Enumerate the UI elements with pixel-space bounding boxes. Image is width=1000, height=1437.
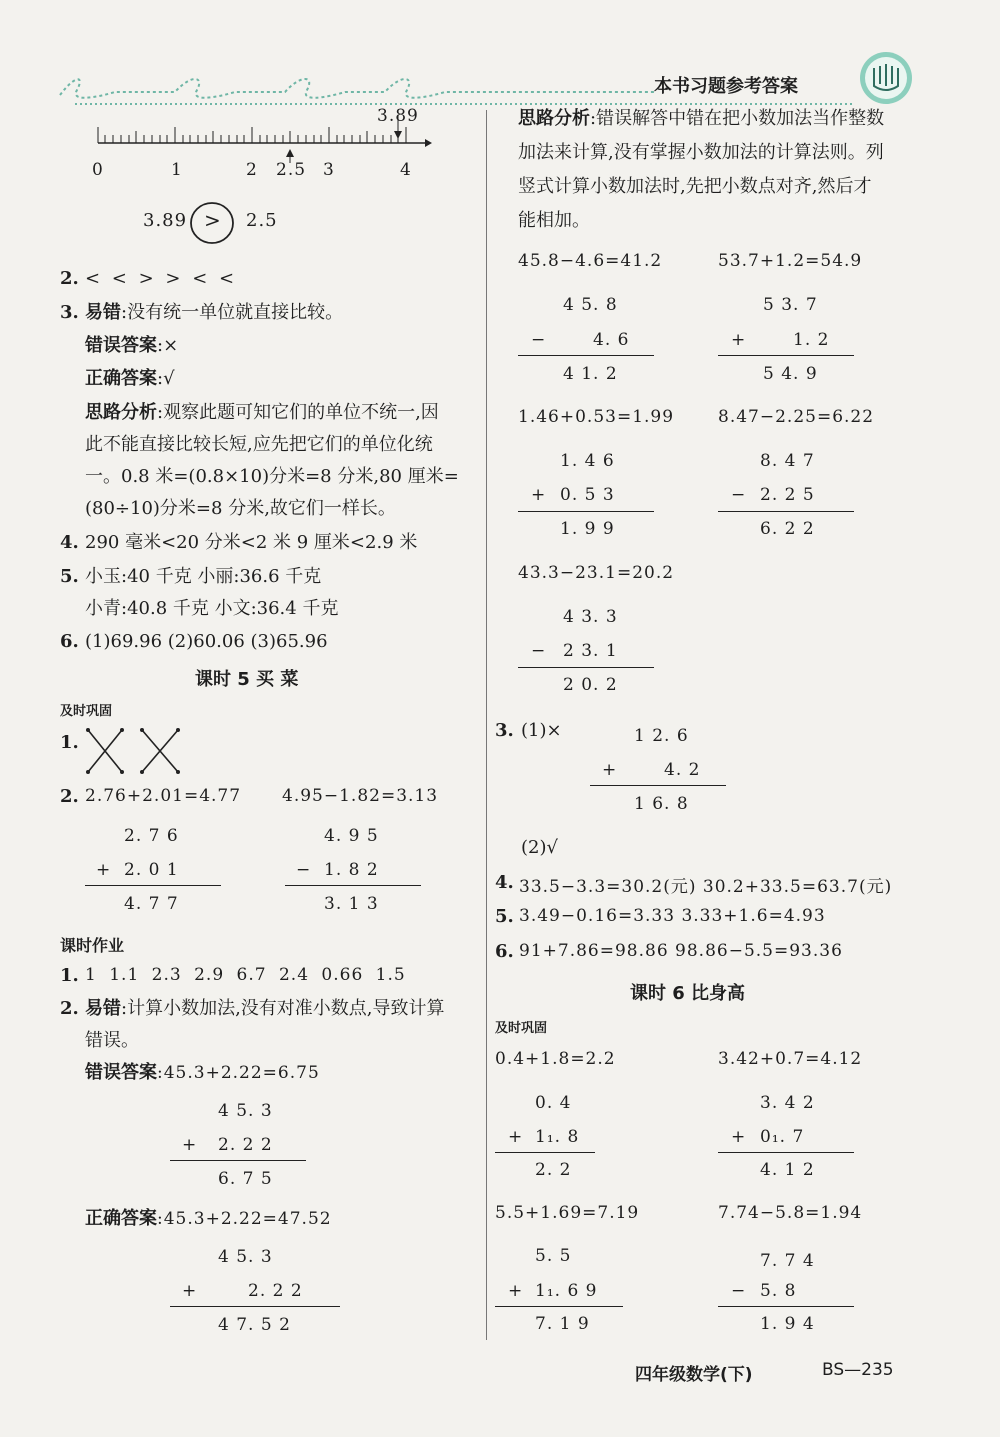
calc-row2: 2. 2 5 (760, 485, 815, 505)
q5-number: 5. (60, 566, 79, 587)
q3-error-text: :没有统一单位就直接比较。 (121, 302, 344, 323)
calc-result: 1. 9 4 (760, 1314, 815, 1334)
q4-answer: 290 毫米<20 分米<2 米 9 厘米<2.9 米 (85, 532, 418, 553)
calc-row2: 0₁. 7 (760, 1127, 805, 1147)
calc-row2: 2. 0 1 (124, 860, 179, 880)
calc-row2: 2. 2 2 (218, 1135, 273, 1155)
q3-analysis-line2: 此不能直接比较长短,应先把它们的单位化统 (85, 434, 433, 455)
lesson6-title: 课时 6 比身高 (630, 983, 746, 1004)
calc-row2: 4. 6 (593, 330, 630, 350)
lesson6-review-label: 及时巩固 (495, 1021, 548, 1036)
calc-row1: 3. 4 2 (760, 1093, 815, 1113)
eq-j: 7.74−5.8=1.94 (718, 1203, 863, 1223)
right-q5-answer: 3.49−0.16=3.33 3.33+1.6=4.93 (519, 906, 826, 926)
l5-q2-eq2: 4.95−1.82=3.13 (282, 786, 439, 806)
header-title: 本书习题参考答案 (654, 76, 798, 97)
calc-rule (170, 1306, 340, 1307)
hw-q2-error-text1: :计算小数加法,没有对准小数点,导致计算 (121, 998, 445, 1019)
eq-a: 45.8−4.6=41.2 (518, 251, 663, 271)
calc-row1: 7. 7 4 (760, 1251, 815, 1271)
eq-d: 8.47−2.25=6.22 (718, 407, 875, 427)
right-analysis-line3: 竖式计算小数加法时,先把小数点对齐,然后才 (518, 176, 872, 197)
lesson5-title: 课时 5 买 菜 (195, 669, 299, 690)
compare-left: 3.89 (143, 210, 188, 231)
q3-wrong-label: 错误答案 (85, 335, 157, 356)
q3-analysis-label: 思路分析 (85, 402, 157, 423)
calc-operator: − (531, 641, 547, 661)
header-wave-icon (55, 70, 945, 110)
calc-row1: 1 2. 6 (634, 726, 689, 746)
right-q6-answer: 91+7.86=98.86 98.86−5.5=93.36 (519, 941, 843, 961)
calc-operator: + (182, 1135, 198, 1155)
right-analysis-line1: :错误解答中错在把小数加法当作整数 (590, 108, 885, 129)
hw-q2-error-label: 易错 (85, 998, 121, 1019)
q3-right-label: 正确答案 (85, 368, 157, 389)
column-divider (486, 110, 487, 1340)
homework-label: 课时作业 (60, 936, 125, 955)
hw-q2-wrong-eq: :45.3+2.22=6.75 (157, 1063, 320, 1083)
right-analysis-label: 思路分析 (518, 108, 590, 129)
right-q4-number: 4. (495, 872, 514, 893)
calc-row2: 4. 2 (664, 760, 701, 780)
calc-operator: + (508, 1281, 524, 1301)
right-q4-answer: 33.5−3.3=30.2(元) 30.2+33.5=63.7(元) (519, 877, 893, 897)
calc-rule (718, 1152, 854, 1153)
calc-result: 2 0. 2 (563, 675, 618, 695)
calc-operator: − (731, 485, 747, 505)
calc-operator: + (508, 1127, 524, 1147)
calc-row2: 1. 8 2 (324, 860, 379, 880)
calc-result: 2. 2 (535, 1160, 572, 1180)
calc-operator: + (531, 485, 547, 505)
tick-label-1: 1 (171, 160, 183, 180)
q2-answer: < < > > < < (85, 268, 235, 289)
calc-row1: 4 5. 8 (563, 295, 618, 315)
calc-result: 3. 1 3 (324, 894, 379, 914)
calc-rule (718, 1306, 854, 1307)
hw-q2-wrong-label: 错误答案 (85, 1062, 157, 1083)
q3-number: 3. (60, 302, 79, 323)
hw-q2-right-label: 正确答案 (85, 1208, 157, 1229)
lesson5-review-label: 及时巩固 (60, 704, 113, 719)
calc-row2: 5. 8 (760, 1281, 797, 1301)
tick-label-2-5: 2.5 (276, 160, 307, 180)
eq-e: 43.3−23.1=20.2 (518, 563, 675, 583)
hw-q1-number: 1. (60, 965, 79, 986)
q4-number: 4. (60, 532, 79, 553)
calc-row1: 0. 4 (535, 1093, 572, 1113)
calc-row1: 1. 4 6 (560, 451, 615, 471)
calc-rule (718, 355, 854, 356)
tick-label-3: 3 (323, 160, 335, 180)
calc-rule (495, 1306, 623, 1307)
calc-rule (718, 511, 854, 512)
tick-label-2: 2 (246, 160, 258, 180)
calc-rule (590, 785, 726, 786)
hw-q2-number: 2. (60, 998, 79, 1019)
calc-operator: + (731, 330, 747, 350)
eq-g: 0.4+1.8=2.2 (495, 1049, 616, 1069)
calc-row1: 4 5. 3 (218, 1101, 273, 1121)
q3-right-text: :√ (157, 368, 175, 389)
calc-result: 4 7. 5 2 (218, 1315, 291, 1335)
q2-number: 2. (60, 268, 79, 289)
right-q6-number: 6. (495, 941, 514, 962)
q3-error-label: 易错 (85, 302, 121, 323)
calc-result: 4. 7 7 (124, 894, 179, 914)
calc-operator: + (182, 1281, 198, 1301)
compare-sign: > (204, 208, 221, 232)
right-analysis-line2: 加法来计算,没有掌握小数加法的计算法则。列 (518, 142, 884, 163)
q5-line1: 小玉:40 千克 小丽:36.6 千克 (85, 566, 322, 587)
calc-rule (518, 667, 654, 668)
calc-operator: − (731, 1281, 747, 1301)
l5-q2-eq1: 2.76+2.01=4.77 (85, 786, 242, 806)
q3-analysis-line3: 一。0.8 米=(0.8×10)分米=8 分米,80 厘米= (85, 466, 459, 487)
right-analysis-line4: 能相加。 (518, 210, 590, 231)
calc-result: 1. 9 9 (560, 519, 615, 539)
hw-q2-error-text2: 错误。 (85, 1030, 139, 1051)
calc-result: 6. 7 5 (218, 1169, 273, 1189)
calc-row1: 4. 9 5 (324, 826, 379, 846)
calc-rule (85, 885, 221, 886)
footer-grade: 四年级数学(下) (635, 1365, 753, 1385)
q5-line2: 小青:40.8 千克 小文:36.4 千克 (85, 598, 339, 619)
right-q3-part2: (2)√ (521, 837, 558, 858)
calc-rule (285, 885, 421, 886)
compare-right: 2.5 (246, 210, 278, 231)
right-q3-part1: (1)× (521, 720, 562, 741)
calc-result: 6. 2 2 (760, 519, 815, 539)
book-logo-icon (858, 50, 914, 106)
calc-row2: 1. 2 (793, 330, 830, 350)
calc-row1: 2. 7 6 (124, 826, 179, 846)
calc-rule (495, 1152, 595, 1153)
calc-row2: 1₁. 6 9 (535, 1281, 598, 1301)
calc-operator: + (96, 860, 112, 880)
calc-operator: − (531, 330, 547, 350)
calc-row1: 5. 5 (535, 1246, 572, 1266)
q3-analysis-line4: (80÷10)分米=8 分米,故它们一样长。 (85, 498, 396, 519)
calc-row1: 4 3. 3 (563, 607, 618, 627)
calc-result: 7. 1 9 (535, 1314, 590, 1334)
q3-analysis-line1: :观察此题可知它们的单位不统一,因 (157, 402, 439, 423)
calc-rule (518, 355, 654, 356)
right-q3-number: 3. (495, 720, 514, 741)
calc-operator: + (602, 760, 618, 780)
calc-row1: 5 3. 7 (763, 295, 818, 315)
l5-q2-number: 2. (60, 786, 79, 807)
cross-match-icon (84, 726, 188, 776)
calc-row2: 1₁. 8 (535, 1127, 580, 1147)
calc-result: 4 1. 2 (563, 364, 618, 384)
eq-i: 5.5+1.69=7.19 (495, 1203, 640, 1223)
calc-row2: 0. 5 3 (560, 485, 615, 505)
hw-q2-right-eq: :45.3+2.22=47.52 (157, 1209, 332, 1229)
l5-q1-number: 1. (60, 732, 79, 753)
numberline-top-label: 3.89 (377, 106, 419, 126)
q6-answer: (1)69.96 (2)60.06 (3)65.96 (85, 631, 328, 652)
calc-row2: 2. 2 2 (248, 1281, 303, 1301)
tick-label-0: 0 (92, 160, 104, 180)
calc-result: 4. 1 2 (760, 1160, 815, 1180)
q3-wrong-text: :× (157, 335, 179, 356)
calc-operator: + (731, 1127, 747, 1147)
footer-page-number: BS—235 (822, 1360, 894, 1380)
calc-operator: − (296, 860, 312, 880)
q6-number: 6. (60, 631, 79, 652)
right-q5-number: 5. (495, 906, 514, 927)
calc-result: 1 6. 8 (634, 794, 689, 814)
eq-h: 3.42+0.7=4.12 (718, 1049, 863, 1069)
calc-row2: 2 3. 1 (563, 641, 618, 661)
calc-rule (518, 511, 654, 512)
calc-rule (170, 1160, 306, 1161)
eq-c: 1.46+0.53=1.99 (518, 407, 675, 427)
calc-row1: 4 5. 3 (218, 1247, 273, 1267)
calc-row1: 8. 4 7 (760, 451, 815, 471)
hw-q1-answer: 1 1.1 2.3 2.9 6.7 2.4 0.66 1.5 (85, 965, 406, 985)
calc-result: 5 4. 9 (763, 364, 818, 384)
tick-label-4: 4 (400, 160, 412, 180)
eq-b: 53.7+1.2=54.9 (718, 251, 863, 271)
